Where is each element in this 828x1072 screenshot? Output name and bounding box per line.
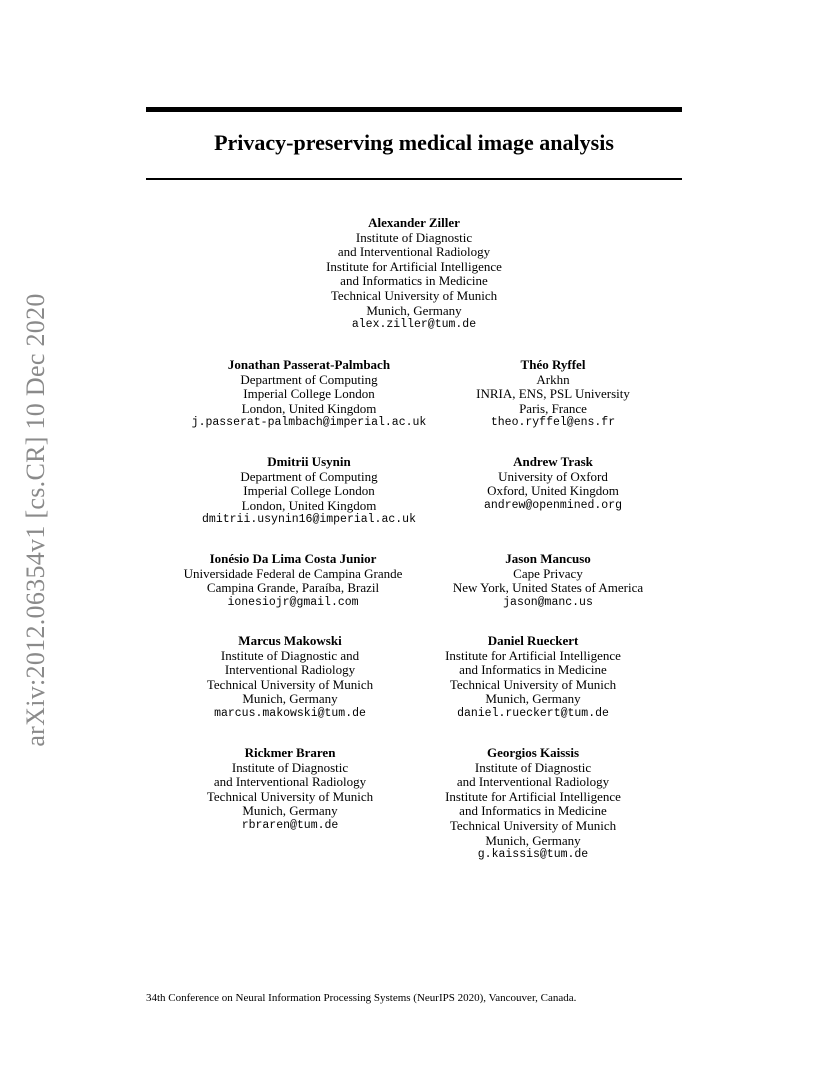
- author-affiliation-line: Oxford, United Kingdom: [487, 483, 619, 499]
- author-email[interactable]: ionesiojr@gmail.com: [227, 595, 359, 609]
- author-affiliation-line: Campina Grande, Paraíba, Brazil: [206, 580, 380, 596]
- author-affiliation-line: Institute for Artificial Intelligence: [445, 788, 621, 804]
- author-affiliation-line: and Informatics in Medicine: [459, 803, 607, 819]
- author-affiliation-line: University of Oxford: [498, 468, 608, 484]
- author-email[interactable]: jason@manc.us: [503, 595, 593, 609]
- author-name: Théo Ryffel: [520, 357, 586, 372]
- author-affiliation-line: Institute of Diagnostic: [474, 759, 592, 775]
- author-affiliation-line: Department of Computing: [240, 468, 378, 484]
- author-affiliation-line: Institute for Artificial Intelligence: [445, 647, 621, 663]
- author-affiliation-line: Technical University of Munich: [330, 287, 498, 303]
- author-affiliation-line: and Informatics in Medicine: [340, 273, 488, 289]
- author-affiliation-line: Interventional Radiology: [224, 662, 356, 678]
- author-affiliation-line: Imperial College London: [243, 386, 375, 402]
- conference-footer: 34th Conference on Neural Information Processing Systems (NeurIPS 2020), Vancouver, Canada.: [146, 992, 577, 1004]
- author-affiliation-line: Technical University of Munich: [449, 817, 617, 833]
- author-affiliation-line: and Informatics in Medicine: [459, 662, 607, 678]
- author-block: [214, 216, 614, 333]
- author-name: Rickmer Braren: [244, 745, 336, 760]
- author-affiliation-line: Universidade Federal de Campina Grande: [183, 565, 403, 581]
- author-affiliation-line: London, United Kingdom: [241, 400, 377, 416]
- author-block: [333, 634, 733, 722]
- author-block: [348, 552, 748, 610]
- author-affiliation-line: and Interventional Radiology: [213, 774, 367, 790]
- arxiv-stamp: arXiv:2012.06354v1 [cs.CR] 10 Dec 2020: [21, 293, 50, 747]
- author-affiliation-line: Imperial College London: [243, 483, 375, 499]
- author-affiliation-line: Technical University of Munich: [206, 676, 374, 692]
- author-name: Marcus Makowski: [238, 633, 342, 648]
- author-affiliation-line: Technical University of Munich: [206, 788, 374, 804]
- author-email[interactable]: marcus.makowski@tum.de: [214, 706, 366, 720]
- author-name: Alexander Ziller: [368, 215, 460, 230]
- author-affiliation-line: Munich, Germany: [242, 803, 338, 819]
- author-affiliation-line: Institute for Artificial Intelligence: [326, 258, 502, 274]
- author-email[interactable]: theo.ryffel@ens.fr: [490, 416, 616, 430]
- author-name: Daniel Rueckert: [487, 633, 579, 648]
- author-affiliation-line: and Interventional Radiology: [456, 774, 610, 790]
- author-name: Georgios Kaissis: [486, 745, 580, 760]
- author-email[interactable]: alex.ziller@tum.de: [351, 318, 477, 332]
- author-block: [333, 746, 733, 863]
- author-affiliation-line: Institute of Diagnostic: [231, 759, 349, 775]
- author-affiliation-line: Cape Privacy: [513, 565, 583, 581]
- author-name: Jason Mancuso: [505, 551, 591, 566]
- author-affiliation-line: New York, United States of America: [452, 580, 644, 596]
- author-email[interactable]: g.kaissis@tum.de: [477, 848, 589, 862]
- author-affiliation-line: and Interventional Radiology: [337, 244, 491, 260]
- author-email[interactable]: rbraren@tum.de: [241, 818, 339, 832]
- paper-title: Privacy-preserving medical image analysis: [214, 130, 614, 155]
- author-block: [353, 358, 753, 431]
- author-name: Andrew Trask: [513, 454, 593, 469]
- author-email[interactable]: daniel.rueckert@tum.de: [457, 706, 609, 720]
- author-affiliation-line: Technical University of Munich: [449, 676, 617, 692]
- author-affiliation-line: Institute of Diagnostic and: [220, 647, 360, 663]
- author-affiliation-line: Munich, Germany: [242, 691, 338, 707]
- author-affiliation-line: Institute of Diagnostic: [355, 229, 473, 245]
- author-block: [353, 455, 753, 513]
- author-affiliation-line: Paris, France: [519, 400, 587, 416]
- author-email[interactable]: j.passerat-palmbach@imperial.ac.uk: [191, 416, 427, 430]
- author-name: Ionésio Da Lima Costa Junior: [209, 551, 377, 566]
- author-name: Dmitrii Usynin: [267, 454, 351, 469]
- author-affiliation-line: Department of Computing: [240, 371, 378, 387]
- title-bottom-rule: [146, 178, 682, 180]
- author-affiliation-line: Munich, Germany: [485, 691, 581, 707]
- author-affiliation-line: INRIA, ENS, PSL University: [476, 386, 630, 402]
- author-email[interactable]: andrew@openmined.org: [483, 498, 623, 512]
- author-affiliation-line: Arkhn: [536, 371, 570, 387]
- author-email[interactable]: dmitrii.usynin16@imperial.ac.uk: [202, 513, 416, 527]
- title-top-rule: [146, 107, 682, 112]
- author-affiliation-line: Munich, Germany: [366, 302, 462, 318]
- author-affiliation-line: London, United Kingdom: [241, 497, 377, 513]
- author-name: Jonathan Passerat-Palmbach: [227, 357, 391, 372]
- author-affiliation-line: Munich, Germany: [485, 832, 581, 848]
